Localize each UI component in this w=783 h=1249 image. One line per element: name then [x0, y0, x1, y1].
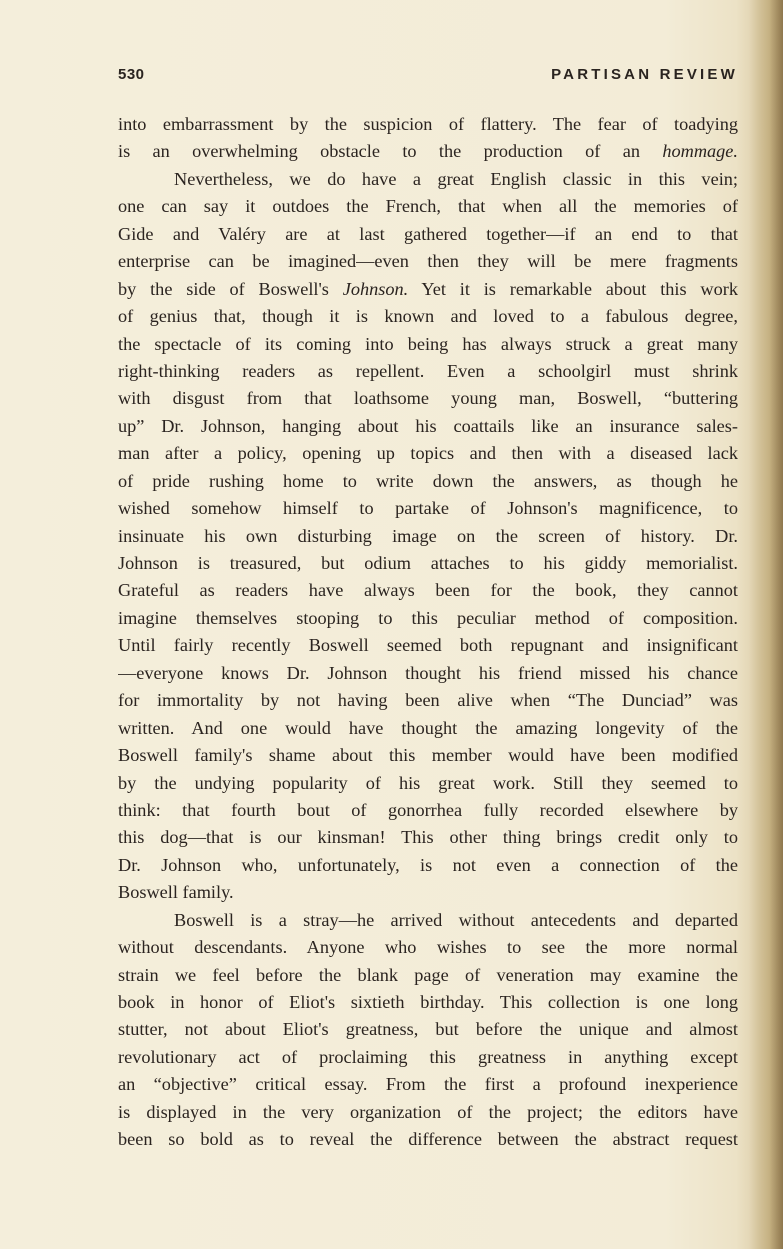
text-line: revolutionary act of proclaiming this greatness in anything except [118, 1046, 738, 1067]
text-line: an “objective” critical essay. From the first a profound inexperience [118, 1074, 738, 1095]
text-line: is displayed in the very organization of the project; the editors have [118, 1101, 738, 1122]
text-line: of pride rushing home to write down the answers, as though he [118, 470, 738, 491]
text-line: with disgust from that loathsome young man, Boswell, “buttering [118, 388, 738, 409]
text-line: Until fairly recently Boswell seemed both repugnant and insignificant [118, 635, 738, 656]
paragraph-first-line: Boswell is a stray—he arrived without antecedents and departed [174, 909, 738, 930]
text-line: enterprise can be imagined—even then they will be mere fragments [118, 251, 738, 272]
text-line [118, 276, 738, 303]
text-line: been so bold as to reveal the difference between the abstract request [118, 1129, 738, 1150]
text-line: right-thinking readers as repellent. Even a schoolgirl must shrink [118, 360, 738, 381]
text-line: one can say it outdoes the French, that when all the memories of [118, 196, 738, 217]
text-line: of genius that, though it is known and loved to a fabulous degree, [118, 306, 738, 327]
text-line: stutter, not about Eliot's greatness, but before the unique and almost [118, 1019, 738, 1040]
text-line: this dog—that is our kinsman! This other thing brings credit only to [118, 827, 738, 848]
paragraph-last-line: Boswell family. [118, 882, 234, 903]
body-text [118, 111, 738, 1154]
binding-gutter-shadow [749, 0, 783, 1249]
text-line: Grateful as readers have always been for the book, they cannot [118, 580, 738, 601]
text-line: man after a policy, opening up topics and then with a diseased lack [118, 443, 738, 464]
text-line: strain we feel before the blank page of veneration may examine the [118, 964, 738, 985]
text-span: by the side of Boswell's [118, 278, 343, 299]
running-head: PARTISAN REVIEW [551, 66, 738, 83]
text-line [118, 138, 738, 165]
text-line: by the undying popularity of his great work. Still they seemed to [118, 772, 738, 793]
text-span: Yet it is remarkable about this work [408, 278, 738, 299]
text-line: up” Dr. Johnson, hanging about his coattails like an insurance sales- [118, 415, 738, 436]
text-line: Boswell family's shame about this member would have been modified [118, 745, 738, 766]
text-line: book in honor of Eliot's sixtieth birthday. This collection is one long [118, 992, 738, 1012]
page-header [118, 66, 738, 90]
text-line: imagine themselves stooping to this peculiar method of composition. [118, 607, 738, 628]
text-line: the spectacle of its coming into being has always struck a great many [118, 333, 738, 354]
text-line: into embarrassment by the suspicion of flattery. The fear of toadying [118, 114, 738, 134]
text-line: written. And one would have thought the amazing longevity of the [118, 717, 738, 738]
text-line: for immortality by not having been alive when “The Dunciad” was [118, 690, 738, 711]
italic-word: hommage. [662, 141, 738, 162]
italic-title: Johnson. [342, 278, 409, 299]
text-line: insinuate his own disturbing image on the screen of history. Dr. [118, 525, 738, 546]
text-line: wished somehow himself to partake of Johnson's magnificence, to [118, 498, 738, 519]
text-line: Johnson is treasured, but odium attaches to his giddy memorialist. [118, 553, 738, 573]
text-line: think: that fourth bout of gonorrhea fully recorded elsewhere by [118, 799, 738, 820]
page-number: 530 [118, 66, 145, 83]
text-line: —everyone knows Dr. Johnson thought his friend missed his chance [118, 662, 738, 683]
paragraph-first-line: Nevertheless, we do have a great English classic in this vein; [174, 168, 738, 189]
text-line: Gide and Valéry are at last gathered together—if an end to that [118, 223, 738, 244]
text-line: without descendants. Anyone who wishes to see the more normal [118, 937, 738, 958]
text-span: is an overwhelming obstacle to the production of an [118, 141, 663, 162]
text-line: Dr. Johnson who, unfortunately, is not even a connection of the [118, 854, 738, 875]
